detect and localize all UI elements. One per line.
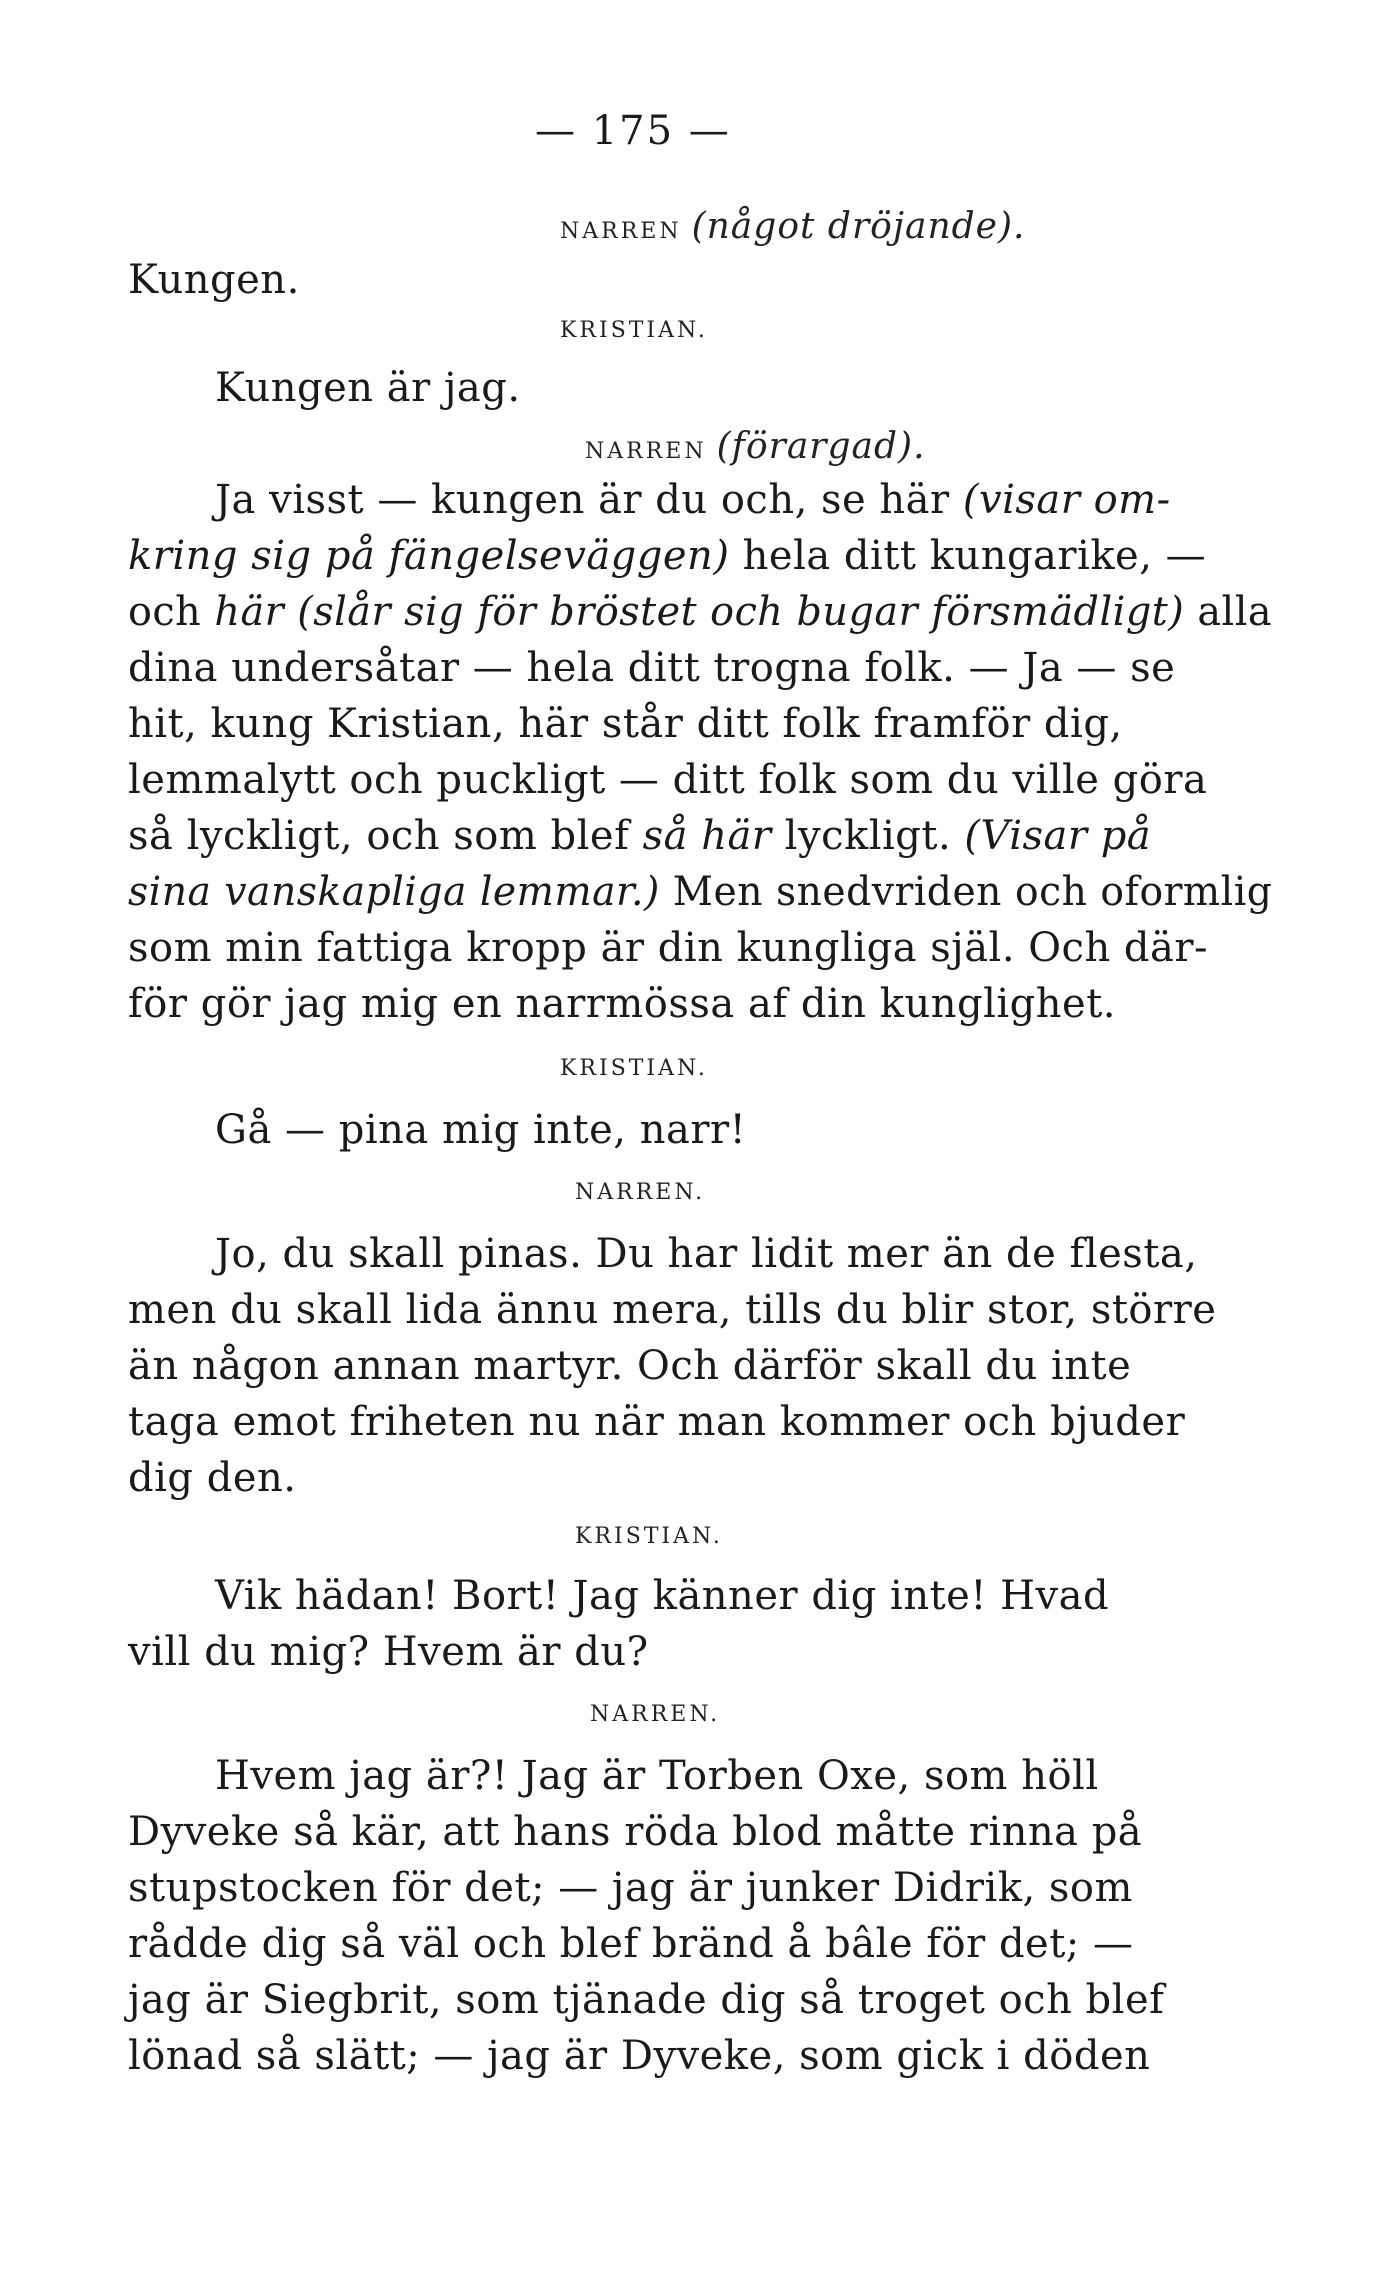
- line-text: så lyckligt, och som blef: [128, 813, 630, 859]
- dialogue-line: taga emot friheten nu när man kommer och bjuder: [128, 1399, 1186, 1445]
- line-text: Men snedvriden och oformlig: [672, 869, 1273, 915]
- dialogue-line: Jo, du skall pinas. Du har lidit mer än de flesta,: [215, 1231, 1198, 1277]
- speaker-label: NARREN.: [575, 1180, 706, 1205]
- dialogue-line: men du skall lida ännu mera, tills du blir stor, större: [128, 1287, 1217, 1333]
- line-text: lyckligt.: [784, 813, 952, 859]
- speaker-label: [560, 206, 1025, 247]
- dialogue-line: lönad så slätt; — jag är Dyveke, som gick i döden: [128, 2033, 1151, 2079]
- dialogue-line: Hvem jag är?! Jag är Torben Oxe, som höll: [215, 1753, 1099, 1799]
- speaker-label: [585, 426, 926, 467]
- speaker-label: KRISTIAN.: [560, 1056, 708, 1081]
- line-text: alla: [1197, 589, 1273, 635]
- dialogue-line: lemmalytt och puckligt — ditt folk som du ville göra: [128, 757, 1208, 803]
- dialogue-line: Kungen är jag.: [215, 365, 521, 411]
- line-italic: kring sig på fängelseväggen): [128, 533, 730, 579]
- dialogue-line: stupstocken för det; — jag är junker Didrik, som: [128, 1865, 1133, 1911]
- speaker-name: NARREN: [560, 219, 682, 244]
- page-number: — 175 —: [535, 108, 731, 154]
- dialogue-line: Gå — pina mig inte, narr!: [215, 1107, 747, 1153]
- dialogue-line: [128, 528, 1206, 584]
- dialogue-line: dina undersåtar — hela ditt trogna folk. — Ja — se: [128, 645, 1176, 691]
- line-italic: (visar om-: [962, 477, 1171, 523]
- line-text: Ja visst — kungen är du och, se här: [215, 477, 950, 523]
- dialogue-line: som min fattiga kropp är din kungliga själ. Och där-: [128, 925, 1209, 971]
- speaker-label: NARREN.: [590, 1702, 721, 1727]
- dialogue-line: Dyveke så kär, att hans röda blod måtte rinna på: [128, 1809, 1143, 1855]
- speaker-name: NARREN: [585, 439, 707, 464]
- dialogue-line: [215, 472, 1171, 528]
- dialogue-line: [128, 808, 1151, 864]
- line-italic: (Visar på: [964, 813, 1152, 859]
- line-text: hela ditt kungarike, —: [742, 533, 1207, 579]
- speaker-label: KRISTIAN.: [575, 1524, 723, 1549]
- dialogue-line: dig den.: [128, 1455, 297, 1501]
- dialogue-line: Vik hädan! Bort! Jag känner dig inte! Hvad: [215, 1573, 1110, 1619]
- line-italic: här (slår sig för bröstet och bugar försmädligt): [214, 589, 1185, 635]
- dialogue-line: rådde dig så väl och blef bränd å bâle för det; —: [128, 1921, 1134, 1967]
- dialogue-line: jag är Siegbrit, som tjänade dig så troget och blef: [128, 1977, 1165, 2023]
- dialogue-line: [128, 584, 1272, 640]
- line-text: och: [128, 589, 202, 635]
- speaker-label: KRISTIAN.: [560, 318, 708, 343]
- line-italic: sina vanskapliga lemmar.): [128, 869, 660, 915]
- dialogue-line: för gör jag mig en narrmössa af din kunglighet.: [128, 981, 1117, 1027]
- dialogue-line: än någon annan martyr. Och därför skall du inte: [128, 1343, 1132, 1389]
- dialogue-line: vill du mig? Hvem är du?: [128, 1629, 649, 1675]
- dialogue-line: hit, kung Kristian, här står ditt folk framför dig,: [128, 701, 1123, 747]
- dialogue-line: Kungen.: [128, 257, 300, 303]
- line-italic: så här: [642, 813, 772, 859]
- dialogue-line: [128, 864, 1272, 920]
- stage-direction: (förargad).: [716, 426, 926, 467]
- stage-direction: (något dröjande).: [691, 206, 1026, 247]
